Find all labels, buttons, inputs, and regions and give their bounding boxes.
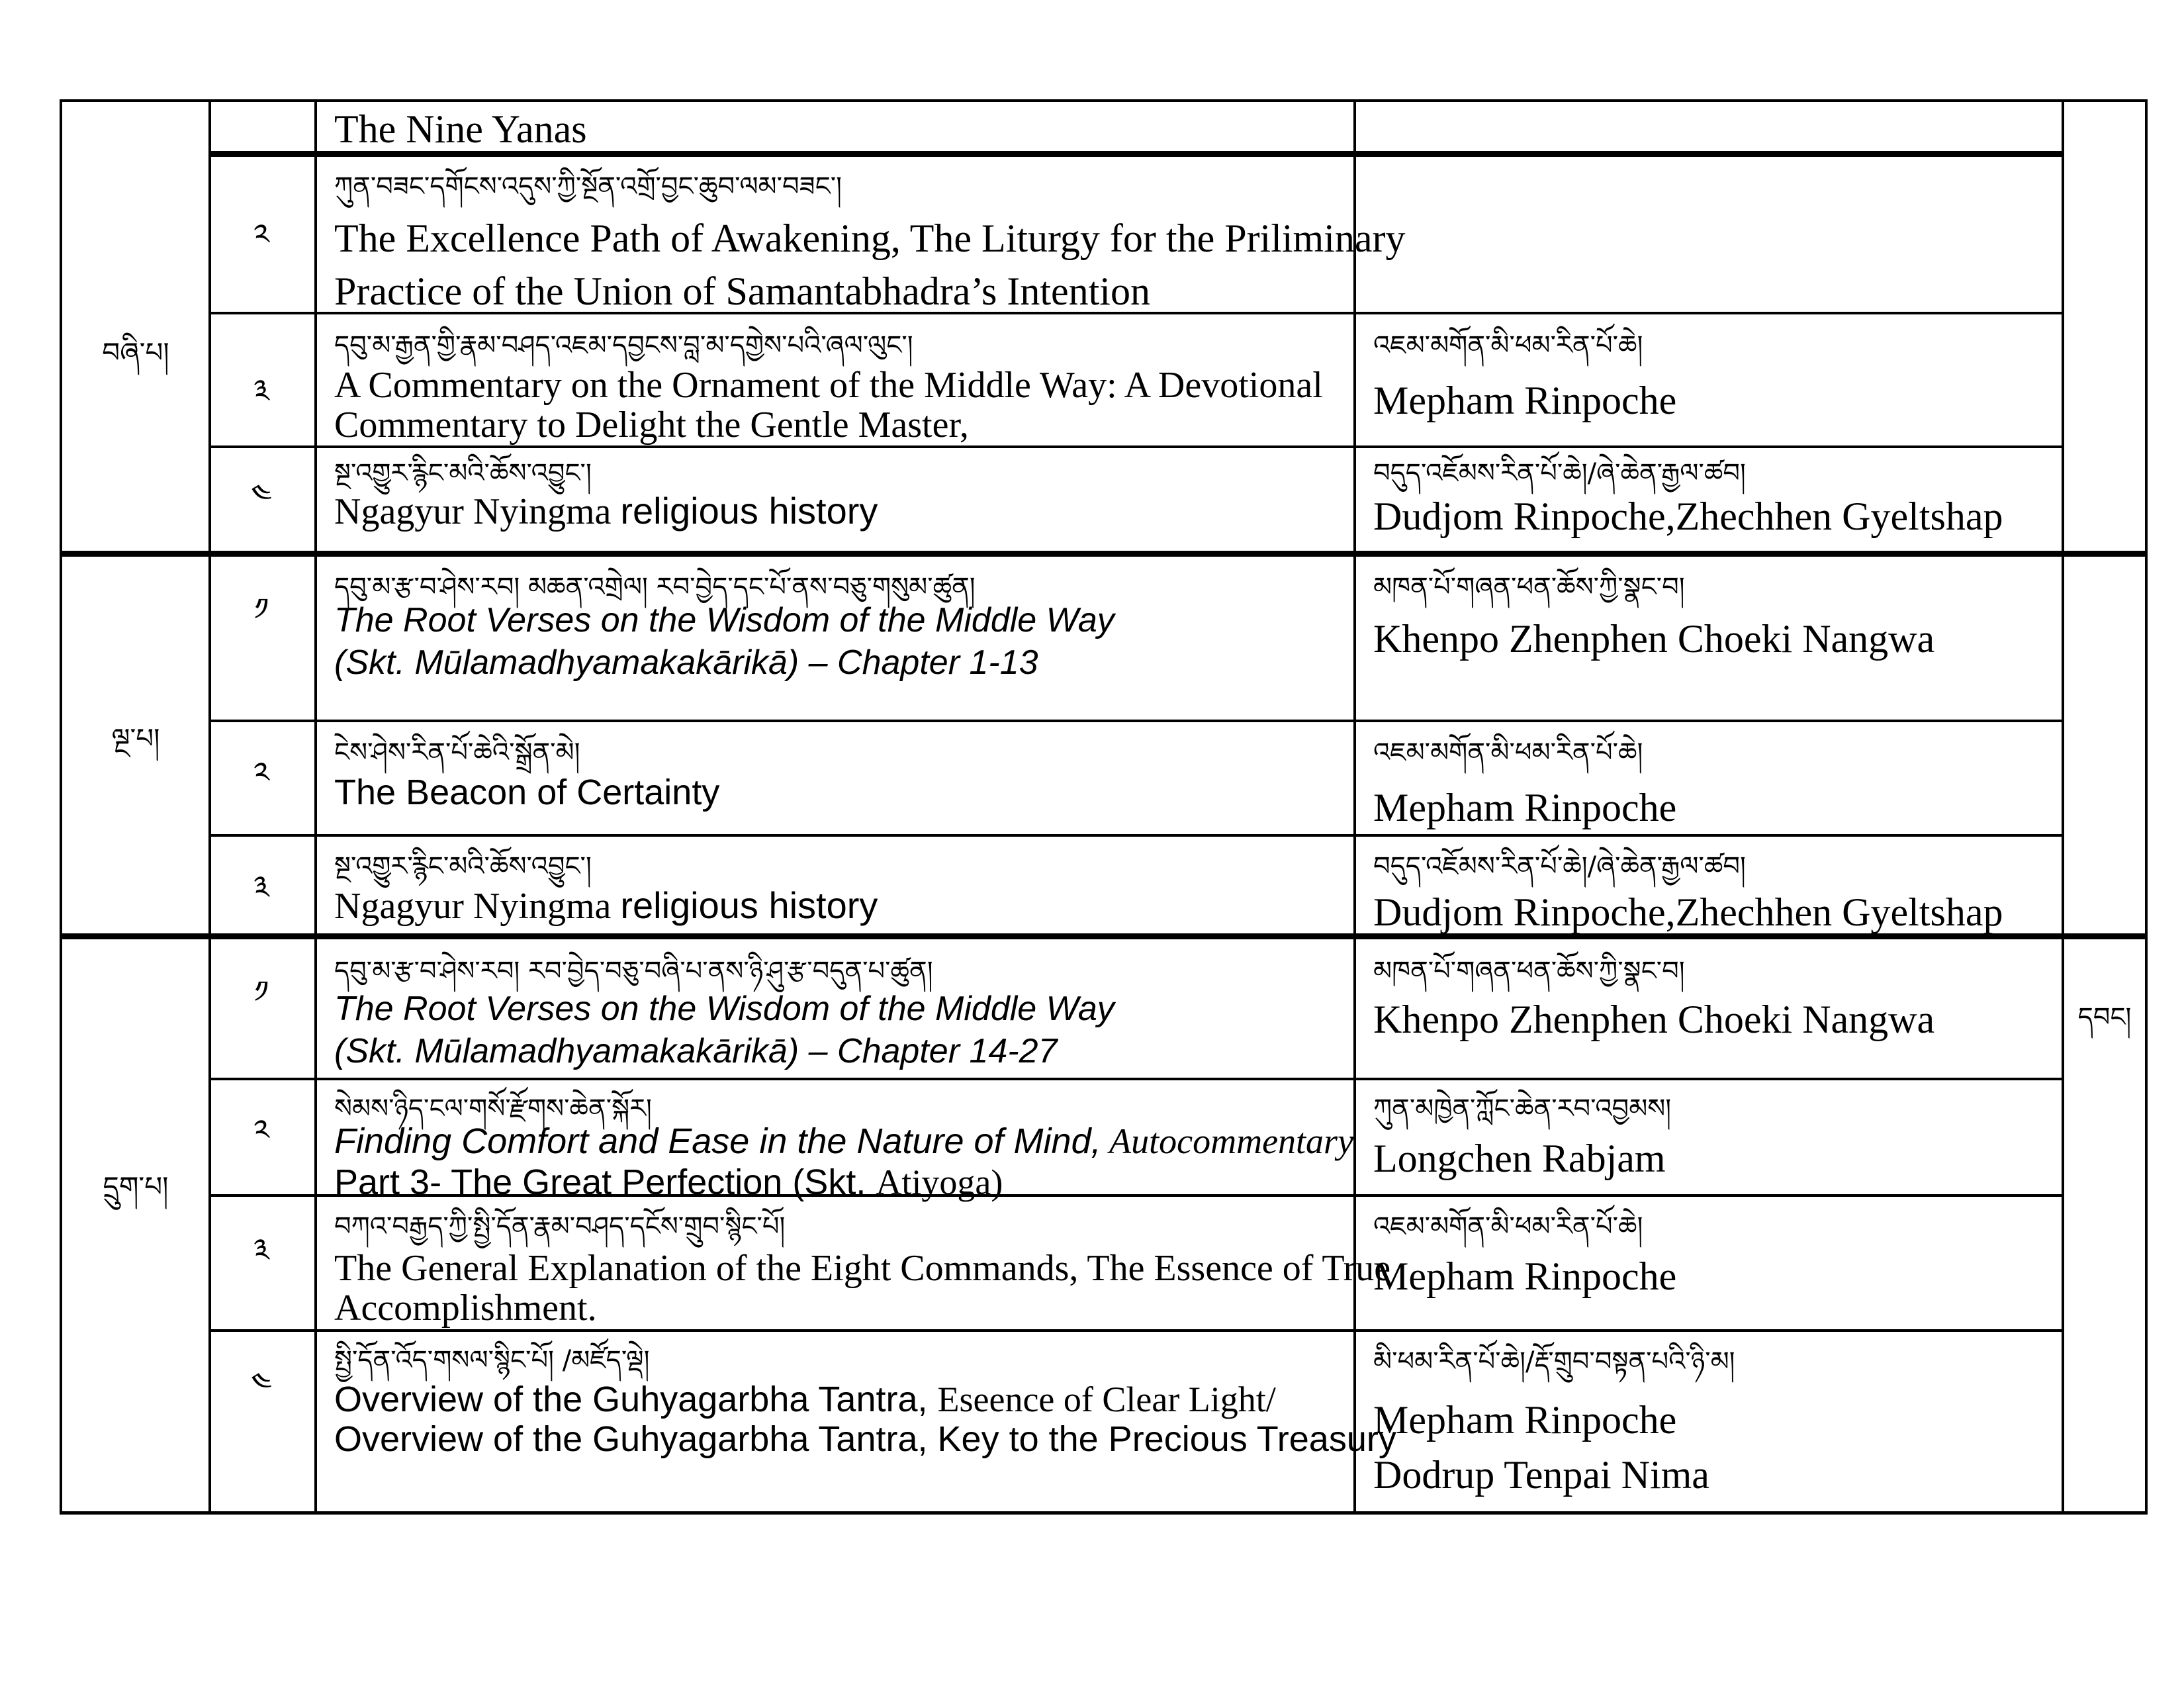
title-segment-serif: Atiyoga) <box>876 1162 1003 1202</box>
row-title-english-line2: Overview of the Guhyagarbha Tantra, Key to the Precious Treasury <box>334 1419 1396 1459</box>
row-title-english <box>334 212 1406 318</box>
row-title-english <box>334 988 1115 1072</box>
row-author-tibetan: མཁན་པོ་གཞན་ཕན་ཆོས་ཀྱི་སྣང་བ། <box>1373 572 1685 602</box>
row-title-tibetan: སྔ་འགྱུར་རྙིང་མའི་ཆོས་འབྱུང་། <box>334 458 592 489</box>
row-divider <box>208 720 2064 722</box>
row-author-tibetan: མཁན་པོ་གཞན་ཕན་ཆོས་ཀྱི་སྣང་བ། <box>1373 956 1685 986</box>
row-title-tibetan: ངེས་ཤེས་རིན་པོ་ཆེའི་སྒྲོན་མེ། <box>334 737 580 768</box>
title-line: The Root Verses on the Wisdom of the Middle Way <box>334 601 1115 639</box>
row-title-english <box>334 491 878 532</box>
row-author-english: Khenpo Zhenphen Choeki Nangwa <box>1373 998 1935 1041</box>
row-title-tibetan: བཀའ་བརྒྱད་ཀྱི་སྤྱི་དོན་རྣམ་བཤད་དངོས་གྲུབ་སྙིང་པོ། <box>334 1211 786 1242</box>
row-author-english: Mepham Rinpoche <box>1373 786 1677 829</box>
title-segment-sans: Overview of the Guhyagarbha Tantra, <box>334 1380 938 1419</box>
row-title-tibetan: སྤྱི་དོན་འོད་གསལ་སྙིང་པོ། /མཛོད་ལྡེ། <box>334 1345 650 1376</box>
row-title-english <box>334 1248 1390 1328</box>
title-line: A Commentary on the Ornament of the Middle Way: A Devotional <box>334 365 1323 406</box>
row-title-tibetan: དབུ་མ་རྒྱན་གྱི་རྣམ་བཤད་འཇམ་དབྱངས་བླ་མ་དགྱེས་པའི་ཞལ་ལུང་། <box>334 330 913 361</box>
row-title-english: The Beacon of Certainty <box>334 773 720 812</box>
row-divider <box>208 1078 2064 1080</box>
section-divider-thick <box>60 551 2148 557</box>
row-number: ༡ <box>253 974 269 1009</box>
row-number: ༢ <box>253 217 269 253</box>
row-title-tibetan: ཀུན་བཟང་དགོངས་འདུས་ཀྱི་སྔོན་འགྲོ་བྱང་ཆུབ་ལམ་བཟང་། <box>334 171 842 202</box>
row-author-tibetan: འཇམ་མགོན་མི་ཕམ་རིན་པོ་ཆེ། <box>1373 737 1643 768</box>
row-title-tibetan: སེམས་ཉིད་ངལ་གསོ་རྫོགས་ཆེན་སྐོར། <box>334 1094 652 1124</box>
row-author-english: Mepham Rinpoche <box>1373 1254 1677 1298</box>
title-segment-sans-italic: Finding Comfort and Ease in the Nature of Mind, <box>334 1121 1101 1161</box>
row-divider <box>208 834 2064 837</box>
row-divider <box>208 445 2064 448</box>
row-number: ༣ <box>253 869 269 905</box>
row-title-english <box>334 1378 1276 1421</box>
table-border-left <box>60 99 62 1515</box>
row-title-english <box>334 886 878 926</box>
row-title-english-line2 <box>334 1161 1003 1203</box>
title-line: The Excellence Path of Awakening, The Liturgy for the Priliminary <box>334 216 1406 260</box>
title-line: The General Explanation of the Eight Commands, The Essence of True <box>334 1248 1391 1289</box>
row-number: ༡ <box>253 591 269 627</box>
row-author-tibetan: འཇམ་མགོན་མི་ཕམ་རིན་པོ་ཆེ། <box>1373 330 1643 361</box>
row-number: ༤ <box>251 1366 272 1401</box>
title-line: Accomplishment. <box>334 1288 597 1329</box>
title-segment-sans: religious history <box>620 884 878 926</box>
title-segment-sans: Part 3- The Great Perfection (Skt. <box>334 1162 876 1202</box>
title-line: (Skt. Mūlamadhyamakakārikā) – Chapter 14-27 <box>334 1032 1058 1070</box>
row-author-tibetan: འཇམ་མགོན་མི་ཕམ་རིན་པོ་ཆེ། <box>1373 1211 1643 1242</box>
title-segment-serif-italic: Autocommentary <box>1101 1121 1354 1161</box>
title-segment-serif: Ngagyur Nyingma <box>334 886 621 927</box>
title-segment-serif: Ngagyur Nyingma <box>334 491 621 532</box>
partial-row-title: The Nine Yanas <box>334 107 587 151</box>
table-border-bottom <box>60 1511 2148 1515</box>
row-author-english: Mepham Rinpoche <box>1373 1398 1677 1442</box>
side-note: དབང། <box>2077 1002 2132 1033</box>
row-title-english <box>334 1120 1353 1162</box>
row-author-english: Khenpo Zhenphen Choeki Nangwa <box>1373 617 1935 661</box>
row-author-english: Dudjom Rinpoche,Zhechhen Gyeltshap <box>1373 890 2003 934</box>
title-segment-serif: Eseence of Clear Light/ <box>937 1380 1276 1419</box>
row-number: ༣ <box>253 373 269 408</box>
row-number: ༢ <box>253 1113 269 1149</box>
title-line: Commentary to Delight the Gentle Master, <box>334 404 969 445</box>
row-number: ༢ <box>253 755 269 791</box>
row-author-tibetan: མི་ཕམ་རིན་པོ་ཆེ།/རྡོ་གྲུབ་བསྟན་པའི་ཉི་མ། <box>1373 1346 1735 1377</box>
row-title-tibetan: སྔ་འགྱུར་རྙིང་མའི་ཆོས་འབྱུང་། <box>334 851 592 882</box>
title-segment-sans: religious history <box>620 490 878 532</box>
row-author-english: Dudjom Rinpoche,Zhechhen Gyeltshap <box>1373 494 2003 538</box>
row-divider <box>208 1329 2064 1332</box>
section-label-fourth: བཞི་པ། <box>102 336 169 369</box>
row-author-english: Longchen Rabjam <box>1373 1137 1666 1180</box>
table-border-top <box>60 99 2148 102</box>
row-author-english-line2: Dodrup Tenpai Nima <box>1373 1453 1709 1497</box>
section-label-sixth: དྲུག་པ། <box>103 1170 169 1203</box>
section-label-fifth: ལྔ་པ། <box>111 722 160 755</box>
row-title-tibetan: དབུ་མ་རྩ་བ་ཤེས་རབ། མཆན་འགྲེལ། རབ་བྱེད་དང་པོ་ནས་བཅུ་གསུམ་ཚུན། <box>334 572 976 602</box>
row-title-english <box>334 365 1323 445</box>
table-border-right <box>2145 99 2148 1515</box>
row-author-english: Mepham Rinpoche <box>1373 379 1677 422</box>
row-number: ༤ <box>251 477 272 513</box>
row-author-tibetan: བདུད་འཇོམས་རིན་པོ་ཆེ།/ཞེ་ཆེན་རྒྱལ་ཚབ། <box>1373 458 1746 489</box>
row-author-tibetan: བདུད་འཇོམས་རིན་པོ་ཆེ།/ཞེ་ཆེན་རྒྱལ་ཚབ། <box>1373 851 1746 882</box>
row-title-tibetan: དབུ་མ་རྩ་བ་ཤེས་རབ། རབ་བྱེད་བཅུ་བཞི་པ་ནས་ཉི་ཤུ་རྩ་བདུན་པ་ཚུན། <box>334 956 933 986</box>
row-number: ༣ <box>253 1232 269 1268</box>
row-author-tibetan: ཀུན་མཁྱེན་ཀློང་ཆེན་རབ་འབྱམས། <box>1373 1094 1672 1124</box>
title-line: Practice of the Union of Samantabhadra’s Intention <box>334 269 1150 313</box>
title-line: The Root Verses on the Wisdom of the Middle Way <box>334 990 1115 1028</box>
row-title-english <box>334 599 1115 684</box>
title-line: (Skt. Mūlamadhyamakakārikā) – Chapter 1-13 <box>334 643 1038 682</box>
